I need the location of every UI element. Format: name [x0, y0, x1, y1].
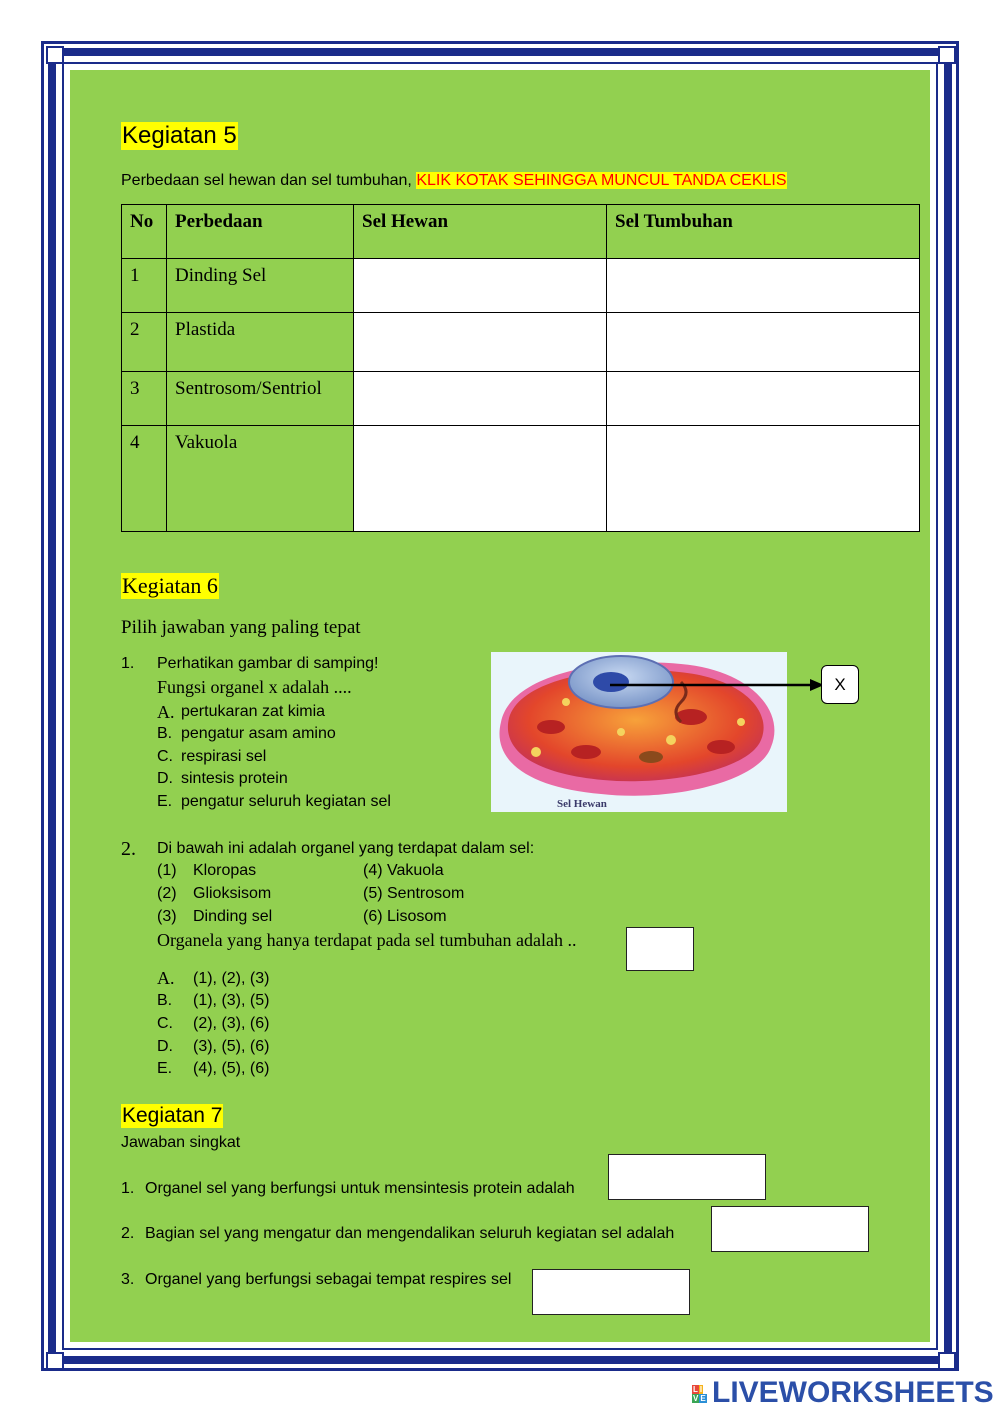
q1-option-letter: A. [157, 702, 175, 722]
k5-title: Kegiatan 5 [122, 122, 237, 149]
q2-list-item: Dinding sel [193, 908, 273, 925]
liveworksheets-logo[interactable] [692, 1376, 994, 1410]
k7-subtitle: Jawaban singkat [121, 1134, 241, 1151]
table-row [122, 426, 920, 532]
checkbox-sel-hewan[interactable] [354, 372, 607, 426]
q2-option-letter: B. [157, 992, 173, 1009]
k7-q-number: 3. [121, 1271, 135, 1288]
q1-option-e[interactable]: pengatur seluruh kegiatan sel [181, 793, 391, 810]
frame-corner [938, 46, 956, 64]
q2-line1: Di bawah ini adalah organel yang terdapat dalam sel: [157, 840, 535, 857]
frame-corner [46, 46, 64, 64]
q1-option-b[interactable]: pengatur asam amino [181, 725, 336, 742]
q1-option-letter: C. [157, 748, 173, 765]
q1-option-letter: D. [157, 770, 173, 787]
q2-option-letter: D. [157, 1038, 173, 1055]
comparison-table [121, 204, 920, 532]
q2-option-d[interactable]: (3), (5), (6) [193, 1038, 270, 1055]
checkbox-sel-hewan[interactable] [354, 426, 607, 532]
image-caption: Sel Hewan [557, 798, 607, 810]
row-label: Dinding Sel [167, 259, 354, 313]
logo-text: LIVEWORKSHEETS [712, 1376, 994, 1409]
q2-list-item: (4) Vakuola [363, 862, 444, 879]
row-number: 1 [122, 259, 167, 313]
q2-list-num: (3) [157, 908, 177, 925]
q1-option-a[interactable]: pertukaran zat kimia [181, 703, 326, 720]
k5-instruction-highlight: KLIK KOTAK SEHINGGA MUNCUL TANDA CEKLIS [416, 172, 787, 189]
table-header-row [122, 205, 920, 259]
k5-instruction: Perbedaan sel hewan dan sel tumbuhan, KLIK KOTAK SEHINGGA MUNCUL TANDA CEKLIS [121, 172, 787, 189]
q1-number: 1. [121, 655, 135, 672]
header-no: No [122, 205, 167, 259]
q2-answer-input[interactable] [626, 927, 694, 971]
q1-line1: Perhatikan gambar di samping! [157, 655, 379, 672]
k7-question: Bagian sel yang mengatur dan mengendalikan seluruh kegiatan sel adalah [145, 1225, 675, 1242]
q2-option-e[interactable]: (4), (5), (6) [193, 1060, 270, 1077]
table-row [122, 313, 920, 372]
header-perbedaan: Perbedaan [167, 205, 354, 259]
k7-answer-input-2[interactable] [711, 1206, 869, 1252]
q2-list-item: Kloropas [193, 862, 257, 879]
k7-answer-input-1[interactable] [608, 1154, 766, 1200]
table-row [122, 259, 920, 313]
q2-option-b[interactable]: (1), (3), (5) [193, 992, 270, 1009]
k7-title: Kegiatan 7 [122, 1104, 223, 1127]
k7-answer-input-3[interactable] [532, 1269, 690, 1315]
q2-list-item: (6) Lisosom [363, 908, 447, 925]
checkbox-sel-hewan[interactable] [354, 313, 607, 372]
logo-badge: L I V E [693, 1385, 706, 1404]
checkbox-sel-tumbuhan[interactable] [607, 426, 920, 532]
q2-number: 2. [121, 838, 136, 860]
q2-option-letter: C. [157, 1015, 173, 1032]
q1-line2: Fungsi organel x adalah .... [157, 677, 352, 697]
q1-option-letter: B. [157, 725, 173, 742]
q1-option-letter: E. [157, 793, 173, 810]
row-number: 3 [122, 372, 167, 426]
k7-q-number: 2. [121, 1225, 135, 1242]
frame-corner [938, 1352, 956, 1370]
row-label: Sentrosom/Sentriol [167, 372, 354, 426]
q2-list-num: (2) [157, 885, 177, 902]
q2-list-num: (1) [157, 862, 177, 879]
label-x: X [821, 665, 859, 704]
header-sel-tumbuhan: Sel Tumbuhan [607, 205, 920, 259]
q2-option-c[interactable]: (2), (3), (6) [193, 1015, 270, 1032]
header-sel-hewan: Sel Hewan [354, 205, 607, 259]
row-number: 4 [122, 426, 167, 532]
row-number: 2 [122, 313, 167, 372]
k6-instruction: Pilih jawaban yang paling tepat [121, 617, 361, 638]
q2-question: Organela yang hanya terdapat pada sel tumbuhan adalah .. [157, 930, 577, 950]
q2-list-item: (5) Sentrosom [363, 885, 465, 902]
q2-list-item: Glioksisom [193, 885, 272, 902]
checkbox-sel-tumbuhan[interactable] [607, 372, 920, 426]
k7-q-number: 1. [121, 1180, 135, 1197]
k7-question: Organel sel yang berfungsi untuk mensintesis protein adalah [145, 1180, 575, 1197]
frame-corner [46, 1352, 64, 1370]
q1-option-c[interactable]: respirasi sel [181, 748, 267, 765]
checkbox-sel-tumbuhan[interactable] [607, 259, 920, 313]
table-row [122, 372, 920, 426]
q2-option-letter: A. [157, 968, 175, 988]
checkbox-sel-hewan[interactable] [354, 259, 607, 313]
k7-question: Organel yang berfungsi sebagai tempat respires sel [145, 1271, 512, 1288]
pointer-arrow [610, 676, 825, 696]
checkbox-sel-tumbuhan[interactable] [607, 313, 920, 372]
row-label: Vakuola [167, 426, 354, 532]
q2-option-a[interactable]: (1), (2), (3) [193, 970, 270, 987]
row-label: Plastida [167, 313, 354, 372]
q2-option-letter: E. [157, 1060, 173, 1077]
q1-option-d[interactable]: sintesis protein [181, 770, 288, 787]
k6-title: Kegiatan 6 [122, 573, 218, 598]
